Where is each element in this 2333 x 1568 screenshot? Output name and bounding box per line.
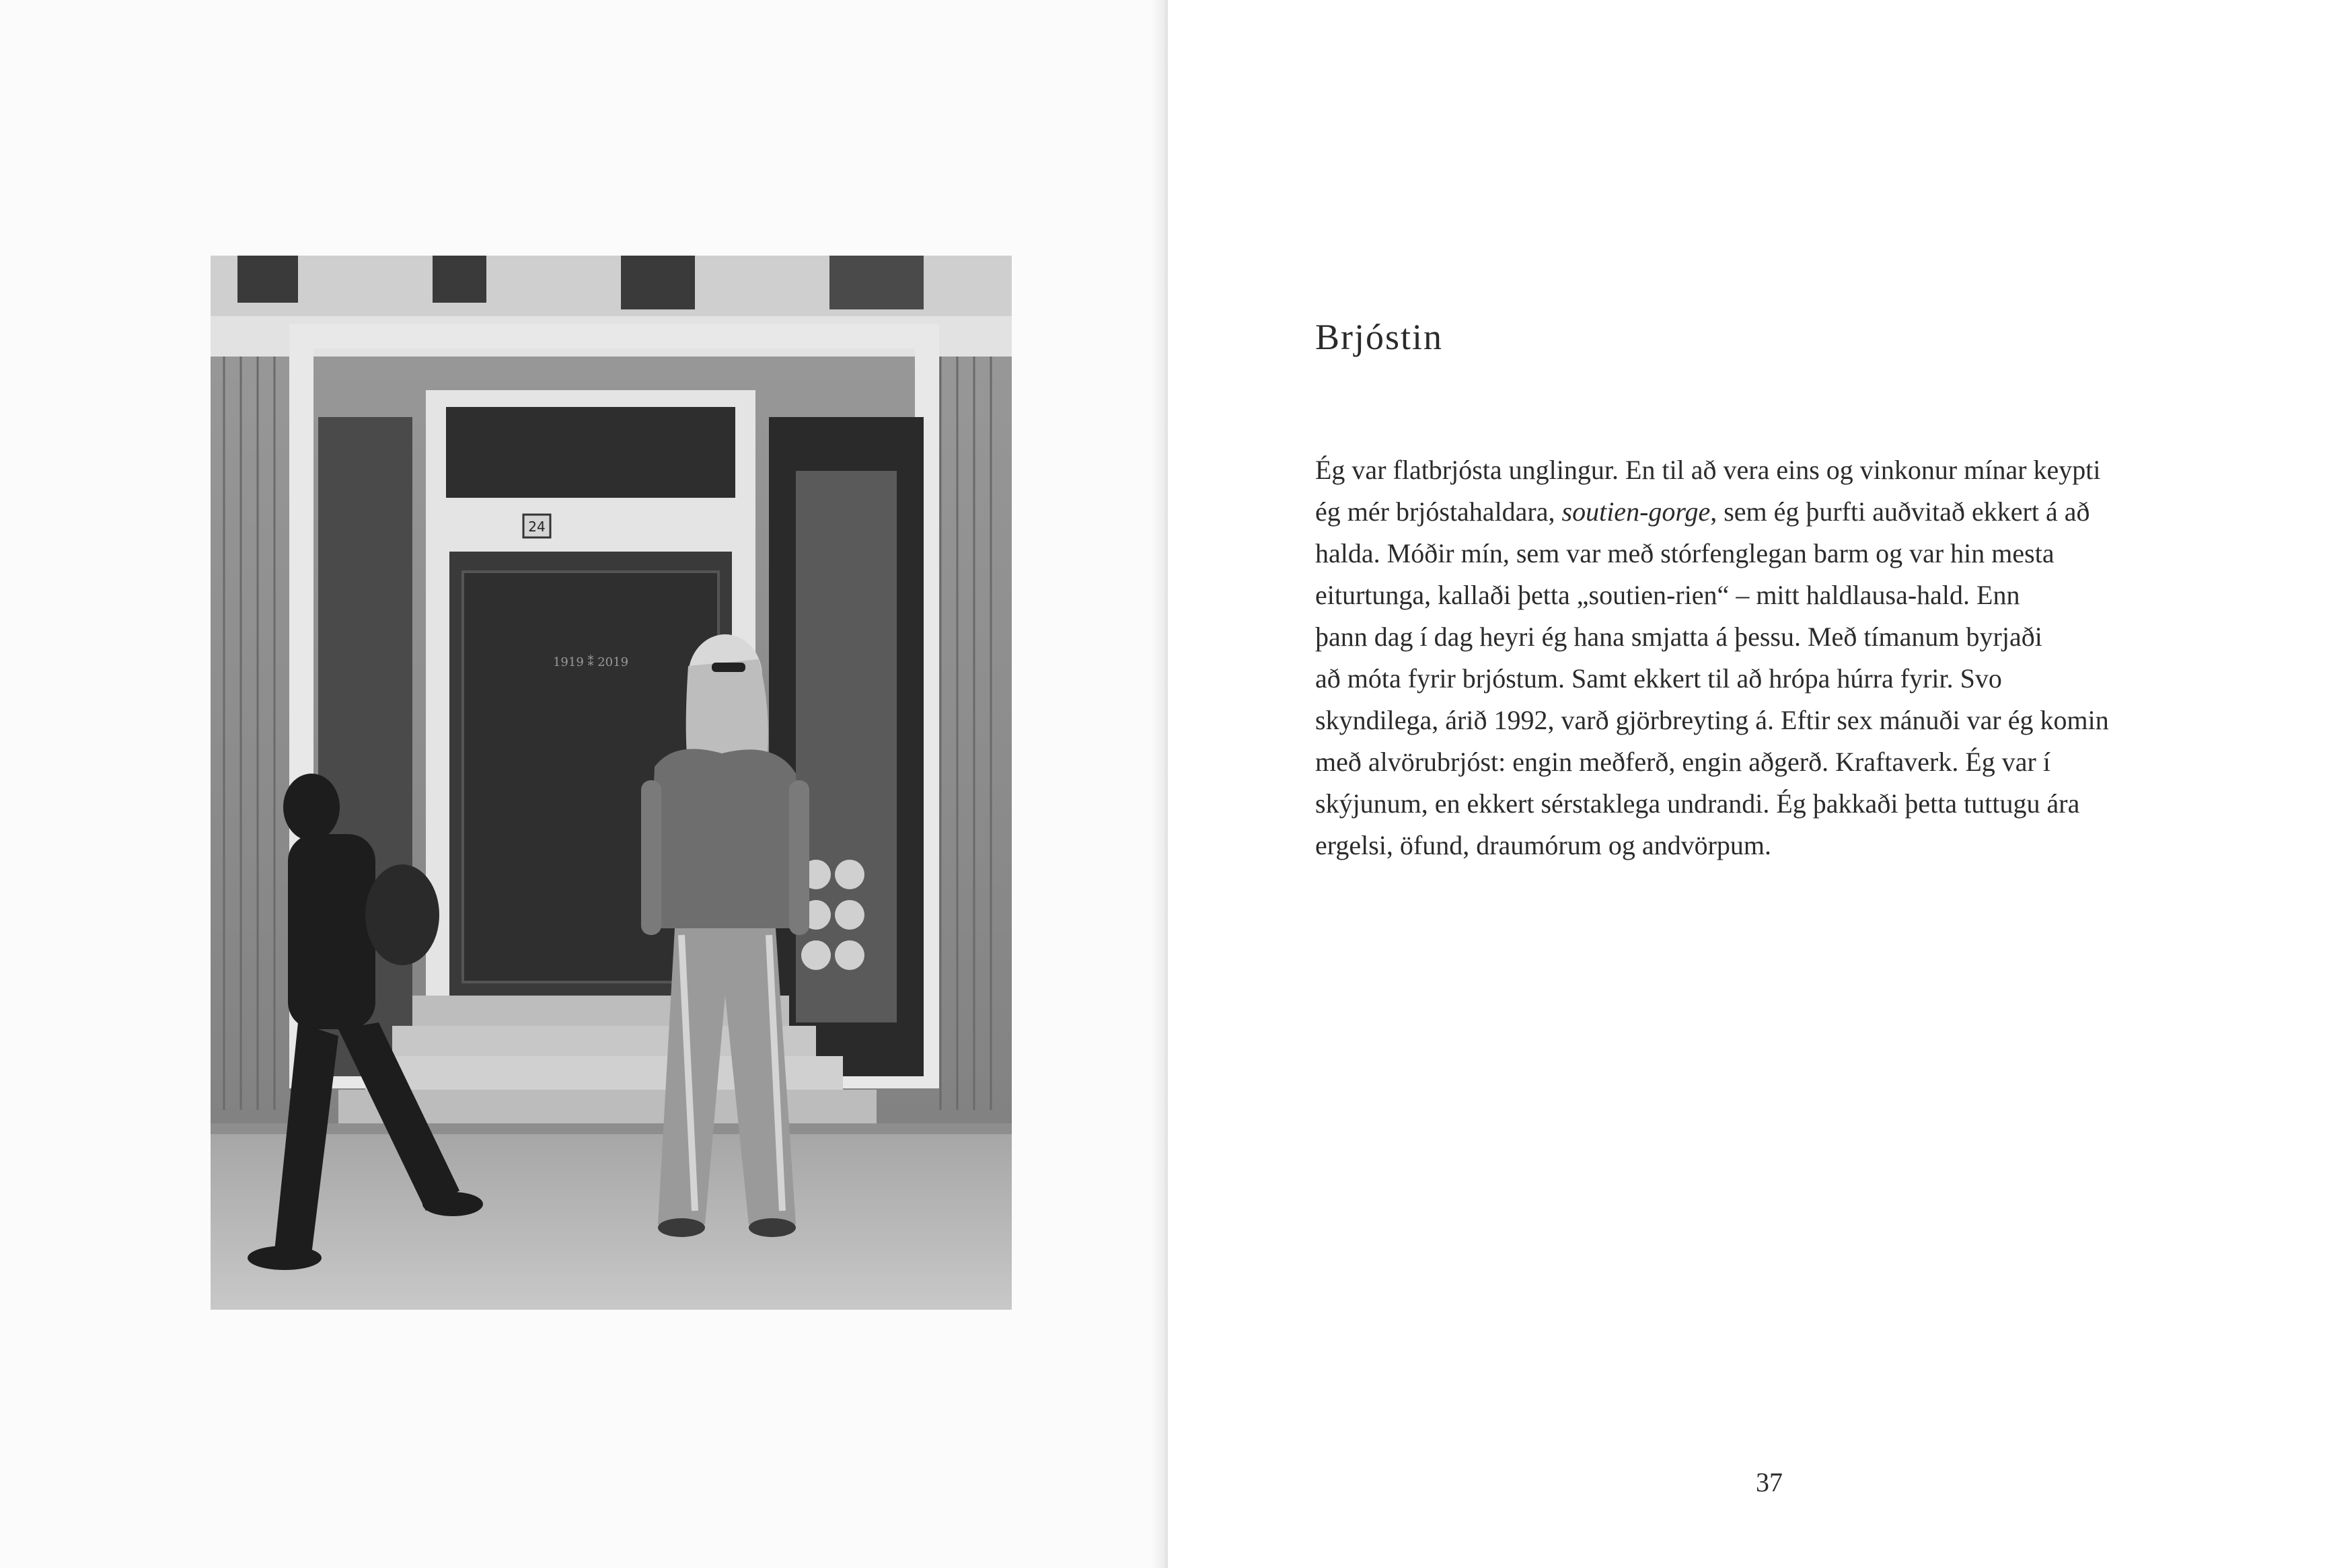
door-number: 24 — [528, 519, 546, 535]
text-line: eiturtunga, kallaði þetta „soutien-rien“ – mitt haldlausa-hald. Enn — [1315, 580, 2020, 610]
text-line-rest: , sem ég þurfti auðvitað ekkert á að — [1710, 496, 2090, 527]
text-line: að móta fyrir brjóstum. Samt ekkert til að hrópa húrra fyrir. Svo — [1315, 663, 2002, 694]
text-line: þann dag í dag heyri ég hana smjatta á þessu. Með tímanum byrjaði — [1315, 622, 2042, 652]
door-years: 1919 ⁑ 2019 — [552, 655, 629, 669]
text-line: Ég var flatbrjósta unglingur. En til að vera eins og vinkonur mínar keypti — [1315, 455, 2101, 485]
text-line: með alvörubrjóst: engin meðferð, engin aðgerð. Kraftaverk. Ég var í — [1315, 747, 2050, 777]
text-line: ergelsi, öfund, draumórum og andvörpum. — [1315, 830, 1772, 860]
text-line-start: ég mér brjóstahaldara, — [1315, 496, 1562, 527]
text-line — [1315, 491, 2333, 533]
text-line: skýjunum, en ekkert sérstaklega undrandi. Ég þakkaði þetta tuttugu ára — [1315, 788, 2080, 819]
chapter-title: Brjóstin — [1315, 317, 1444, 357]
text-line: halda. Móðir mín, sem var með stórfenglegan barm og var hin mesta — [1315, 538, 2054, 568]
page-number: 37 — [1756, 1467, 1783, 1497]
chapter-paragraph — [1315, 449, 2333, 866]
street-photo — [211, 256, 1012, 1310]
text-line: skyndilega, árið 1992, varð gjörbreyting á. Eftir sex mánuði var ég komin — [1315, 705, 2109, 735]
italic-term: soutien-gorge — [1561, 496, 1711, 527]
